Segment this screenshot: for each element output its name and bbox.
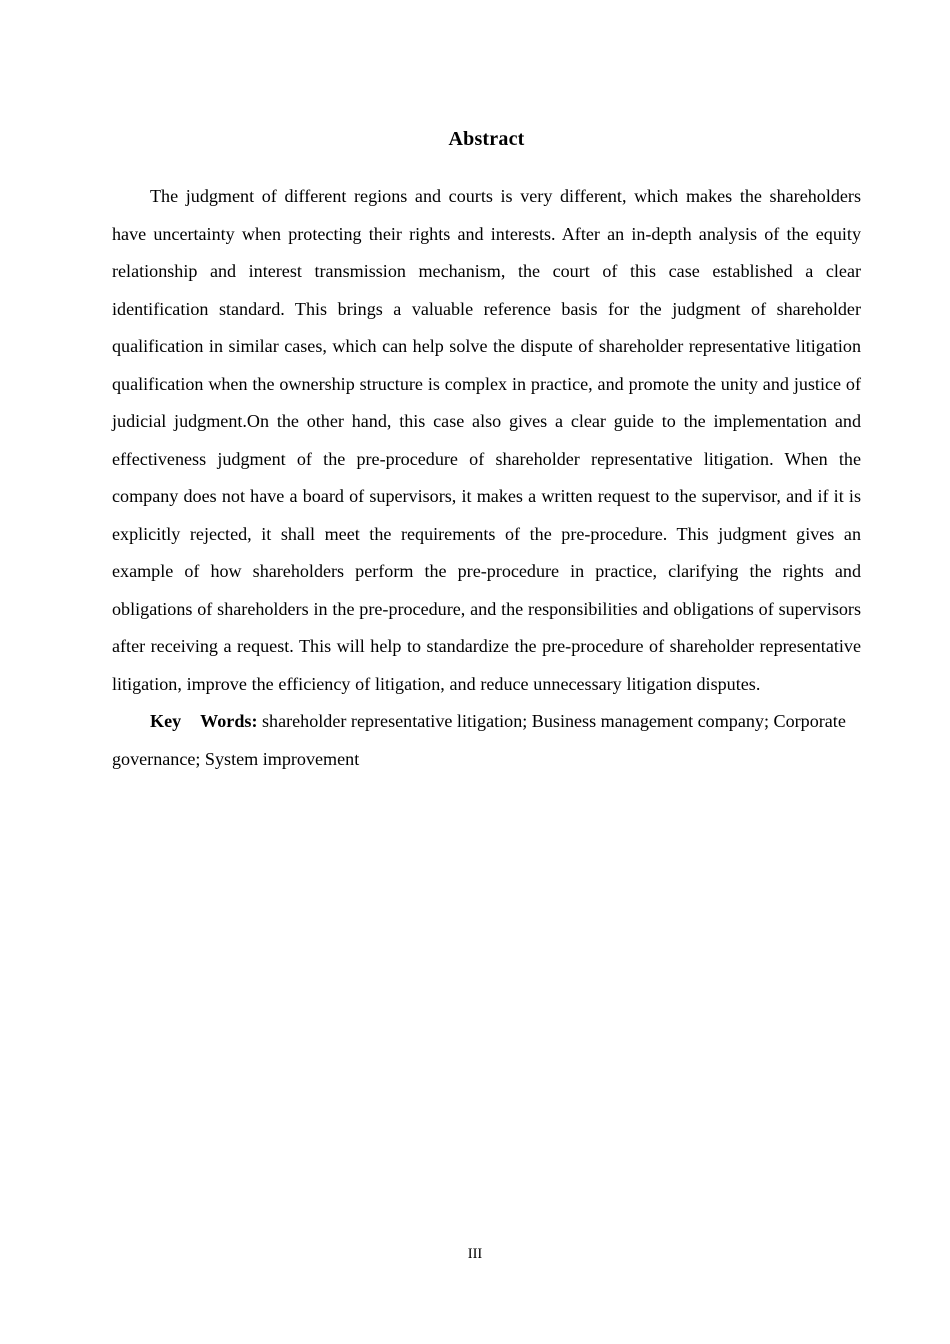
keywords-block xyxy=(112,703,861,778)
keywords-label-first: Key xyxy=(150,711,182,731)
page-title: Abstract xyxy=(448,128,525,150)
keywords-label-second: Words xyxy=(200,711,252,731)
abstract-paragraph: The judgment of different regions and courts is very different, which makes the shareholders have uncertainty when protecting their rights and interests. After an in-depth analysis of the equity relationship and interest transmission mechanism, the court of this case established a clear identification standard. This brings a valuable reference basis for the judgment of shareholder qualification in similar cases, which can help solve the dispute of shareholder representative litigation qualification when the ownership structure is complex in practice, and promote the unity and justice of judicial judgment.On the other hand, this case also gives a clear guide to the implementation and effectiveness judgment of the pre-procedure of shareholder representative litigation. When the company does not have a board of supervisors, it makes a written request to the supervisor, and if it is explicitly rejected, it shall meet the requirements of the pre-procedure. This judgment gives an example of how shareholders perform the pre-procedure in practice, clarifying the rights and obligations of shareholders in the pre-procedure, and the responsibilities and obligations of supervisors after receiving a request. This will help to standardize the pre-procedure of shareholder representative litigation, improve the efficiency of litigation, and reduce unnecessary litigation disputes. xyxy=(112,186,861,694)
page-content xyxy=(112,0,861,778)
page-number: III xyxy=(467,1246,483,1262)
keywords-separator: : xyxy=(251,711,262,731)
keywords-value: shareholder representative litigation; Business management company; Corporate governance; System improvement xyxy=(112,711,846,769)
